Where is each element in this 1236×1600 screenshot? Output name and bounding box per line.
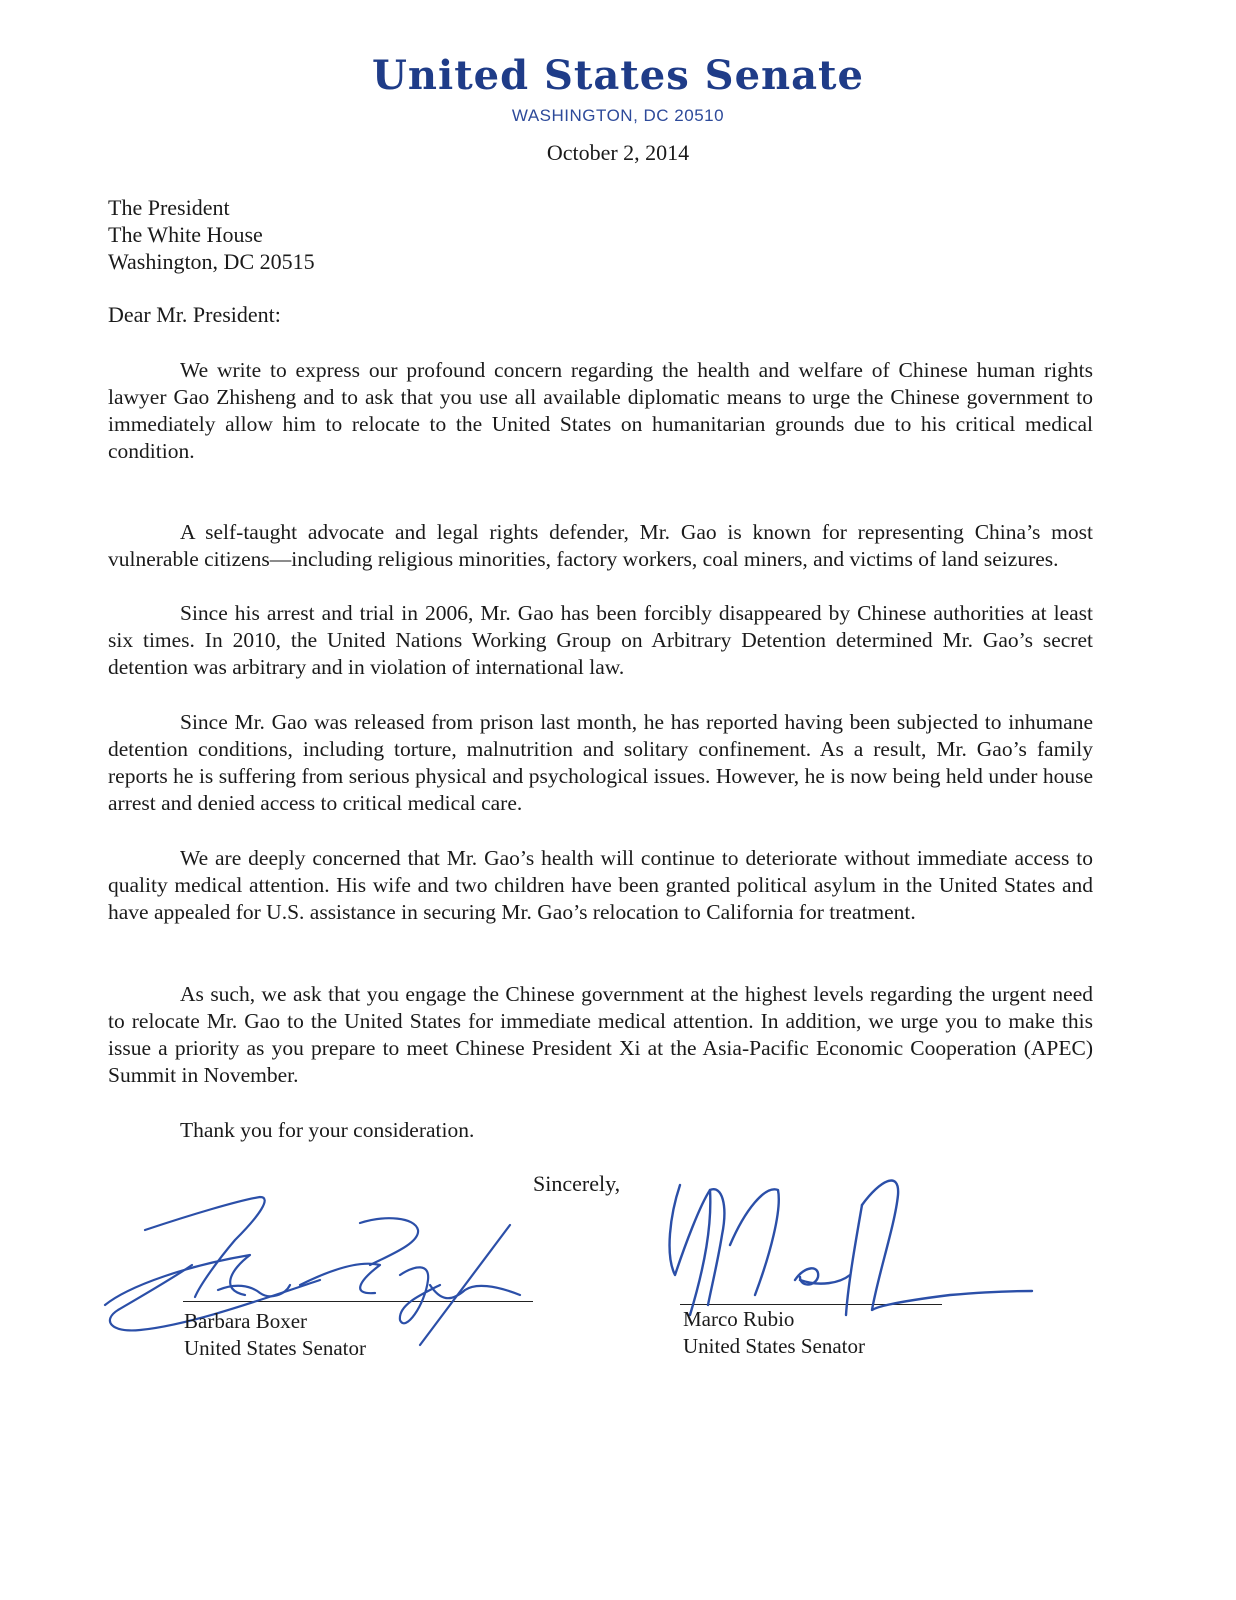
signature-rubio <box>650 1165 1050 1325</box>
recipient-line: The White House <box>108 222 263 247</box>
signature-line <box>183 1301 533 1302</box>
recipient-address <box>108 194 315 275</box>
salutation: Dear Mr. President: <box>108 302 281 327</box>
letterhead-address: WASHINGTON, DC 20510 <box>511 106 725 125</box>
signer-name: Marco Rubio <box>683 1307 795 1331</box>
thank-you-line: Thank you for your consideration. <box>180 1118 475 1142</box>
signature-line <box>680 1304 942 1305</box>
body-paragraph: A self-taught advocate and legal rights defender, Mr. Gao is known for representing China’s most vulnerable citizens—including religious minorities, factory workers, coal miners, and victims of land seizures. <box>108 520 1093 571</box>
body-paragraph: We write to express our profound concern regarding the health and welfare of Chinese human rights lawyer Gao Zhisheng and to ask that you use all available diplomatic means to urge the Chinese government to immediately allow him to relocate to the United States on humanitarian grounds due to his critical medical condition. <box>108 358 1093 463</box>
signer-title: United States Senator <box>683 1334 865 1358</box>
closing: Sincerely, <box>533 1171 621 1196</box>
recipient-line: The President <box>108 195 230 220</box>
signer-title: United States Senator <box>184 1336 366 1360</box>
letterhead-title: United States Senate <box>372 52 864 99</box>
body-paragraph: We are deeply concerned that Mr. Gao’s health will continue to deteriorate without immediate access to quality medical attention. His wife and two children have been granted political asylum in the United States and have appealed for U.S. assistance in securing Mr. Gao’s relocation to California for treatment. <box>108 846 1093 924</box>
signer-name: Barbara Boxer <box>184 1309 308 1333</box>
body-paragraph: Since his arrest and trial in 2006, Mr. Gao has been forcibly disappeared by Chinese authorities at least six times. In 2010, the United Nations Working Group on Arbitrary Detention determined Mr. Gao’s secret detention was arbitrary and in violation of international law. <box>108 601 1093 679</box>
letter-date: October 2, 2014 <box>546 140 690 165</box>
body-paragraph: As such, we ask that you engage the Chinese government at the highest levels regarding the urgent need to relocate Mr. Gao to the United States for immediate medical attention. In addition, we urge you to make this issue a priority as you prepare to meet Chinese President Xi at the Asia-Pacific Economic Cooperation (APEC) Summit in November. <box>108 982 1093 1087</box>
recipient-line: Washington, DC 20515 <box>108 249 315 274</box>
body-paragraph: Since Mr. Gao was released from prison last month, he has reported having been subjected to inhumane detention conditions, including torture, malnutrition and solitary confinement. As a result, Mr. Gao’s family reports he is suffering from serious physical and psychological issues. However, he is now being held under house arrest and denied access to critical medical care. <box>108 710 1093 815</box>
